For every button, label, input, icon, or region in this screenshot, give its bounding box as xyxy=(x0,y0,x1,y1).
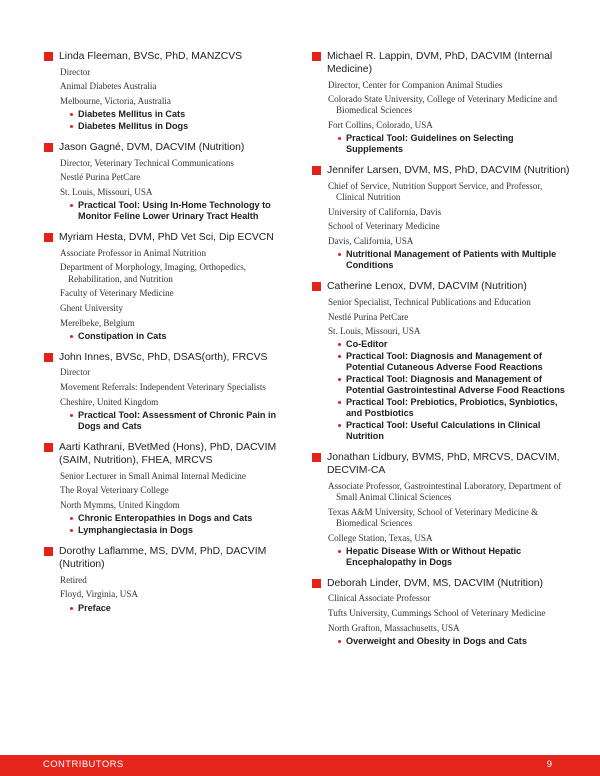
contributor-name-text: Deborah Linder, DVM, MS, DACVIM (Nutrition) xyxy=(327,577,543,589)
detail-line: North Mymms, United Kingdom xyxy=(60,499,180,510)
contributor-details xyxy=(311,181,573,248)
topic-text: Practical Tool: Prebiotics, Probiotics, Synbiotics, and Postbiotics xyxy=(346,397,558,419)
bullet-square-icon xyxy=(312,52,321,61)
topic-text: Lymphangiectasia in Dogs xyxy=(78,525,193,536)
topic-item xyxy=(70,200,298,222)
detail-line: Movement Referrals: Independent Veterinary Specialists xyxy=(60,382,266,393)
detail-line: Tufts University, Cummings School of Veterinary Medicine xyxy=(328,608,546,619)
bullet-dot-icon xyxy=(338,401,341,404)
detail-line: Merelbeke, Belgium xyxy=(60,317,135,328)
bullet-dot-icon xyxy=(338,378,341,381)
bullet-square-icon xyxy=(44,52,53,61)
topic-item xyxy=(338,339,573,350)
contributor-name xyxy=(43,141,298,154)
bullet-dot-icon xyxy=(338,253,341,256)
detail-line: Fort Collins, Colorado, USA xyxy=(328,120,433,131)
bullet-dot-icon xyxy=(338,343,341,346)
detail-line: North Grafton, Massachusetts, USA xyxy=(328,622,460,633)
detail-line: Animal Diabetes Australia xyxy=(60,81,157,92)
contributor-name-text: Dorothy Laflamme, MS, DVM, PhD, DACVIM (Nutrition) xyxy=(59,546,267,571)
topic-item xyxy=(338,546,573,568)
contributor-name-text: Jonathan Lidbury, BVMS, PhD, MRCVS, DACVIM, DECVIM-CA xyxy=(327,452,560,477)
contributor-details xyxy=(311,80,573,132)
bullet-square-icon xyxy=(312,579,321,588)
bullet-dot-icon xyxy=(338,550,341,553)
detail-line: Texas A&M University, School of Veterinary Medicine & Biomedical Sciences xyxy=(328,506,539,529)
detail-line: Director xyxy=(60,367,91,378)
footer-section-label: CONTRIBUTORS xyxy=(43,759,124,770)
contributor-entry xyxy=(311,451,573,568)
topic-item xyxy=(338,249,573,271)
topic-text: Preface xyxy=(78,602,111,613)
topic-text: Practical Tool: Diagnosis and Management of Potential Gastrointestinal Adverse Food Reactions xyxy=(346,374,565,396)
contributor-name-text: Catherine Lenox, DVM, DACVIM (Nutrition) xyxy=(327,281,527,293)
contributor-entry xyxy=(311,50,573,155)
topic-text: Practical Tool: Assessment of Chronic Pain in Dogs and Cats xyxy=(78,410,277,432)
topic-text: Practical Tool: Guidelines on Selecting Supplements xyxy=(346,133,514,155)
contributor-name xyxy=(43,351,298,364)
topic-list xyxy=(311,636,573,647)
contributor-name xyxy=(43,441,298,467)
bullet-dot-icon xyxy=(70,113,73,116)
topic-text: Overweight and Obesity in Dogs and Cats xyxy=(346,636,527,647)
contributor-entry xyxy=(43,50,298,132)
detail-line: Colorado State University, College of Veterinary Medicine and Biomedical Sciences xyxy=(328,94,558,116)
topic-list xyxy=(43,410,298,432)
topic-list xyxy=(311,133,573,155)
topic-text: Practical Tool: Diagnosis and Management of Potential Cutaneous Adverse Food Reactions xyxy=(346,351,543,373)
topic-item xyxy=(70,121,298,132)
bullet-square-icon xyxy=(44,443,53,452)
detail-line: Davis, California, USA xyxy=(328,236,414,247)
contributor-details xyxy=(43,367,298,408)
detail-line: College Station, Texas, USA xyxy=(328,532,433,543)
detail-line: Director, Veterinary Technical Communications xyxy=(60,157,234,168)
contributor-name xyxy=(43,50,298,63)
topic-item xyxy=(70,525,298,536)
detail-line: Chief of Service, Nutrition Support Service, and Professor, Clinical Nutrition xyxy=(328,180,543,203)
contributor-details xyxy=(43,248,298,329)
topic-item xyxy=(70,513,298,524)
topic-text: Co-Editor xyxy=(346,339,388,350)
contributor-details xyxy=(43,158,298,199)
topic-text: Diabetes Mellitus in Cats xyxy=(78,109,186,120)
bullet-dot-icon xyxy=(70,414,73,417)
contributor-name xyxy=(311,50,573,76)
contributor-details xyxy=(311,297,573,338)
contributor-name xyxy=(311,164,573,177)
contributor-details xyxy=(311,481,573,544)
detail-line: Ghent University xyxy=(60,303,123,314)
contributor-entry xyxy=(43,141,298,222)
contributor-name-text: Aarti Kathrani, BVetMed (Hons), PhD, DACVIM (SAIM, Nutrition), FHEA, MRCVS xyxy=(59,442,277,467)
bullet-dot-icon xyxy=(70,607,73,610)
footer-bar xyxy=(0,755,600,776)
detail-line: Cheshire, United Kingdom xyxy=(60,396,159,407)
bullet-dot-icon xyxy=(338,137,341,140)
left-column xyxy=(43,50,298,623)
bullet-square-icon xyxy=(44,547,53,556)
topic-list xyxy=(43,331,298,342)
detail-line: Associate Professor, Gastrointestinal Laboratory, Department of Small Animal Clinical Sciences xyxy=(328,480,562,503)
contributor-name-text: Myriam Hesta, DVM, PhD Vet Sci, Dip ECVCN xyxy=(59,232,274,244)
topic-list xyxy=(43,109,298,132)
topic-list xyxy=(43,200,298,222)
contributor-details xyxy=(43,575,298,601)
contributor-entry xyxy=(43,351,298,432)
topic-item xyxy=(70,109,298,120)
detail-line: Retired xyxy=(60,574,87,585)
detail-line: Nestlé Purina PetCare xyxy=(60,172,141,183)
bullet-dot-icon xyxy=(70,125,73,128)
detail-line: Director, Center for Companion Animal Studies xyxy=(328,79,503,90)
contributor-name xyxy=(311,280,573,293)
bullet-dot-icon xyxy=(338,424,341,427)
topic-item xyxy=(70,331,298,342)
topic-text: Constipation in Cats xyxy=(78,330,167,341)
topic-list xyxy=(311,339,573,442)
detail-line: Associate Professor in Animal Nutrition xyxy=(60,247,206,258)
topic-item xyxy=(338,374,573,396)
topic-item xyxy=(70,410,298,432)
topic-item xyxy=(338,420,573,442)
right-column xyxy=(311,50,573,656)
page-number: 9 xyxy=(546,759,552,770)
topic-item xyxy=(338,133,573,155)
detail-line: Nestlé Purina PetCare xyxy=(328,311,409,322)
bullet-square-icon xyxy=(312,453,321,462)
topic-list xyxy=(311,546,573,568)
bullet-square-icon xyxy=(44,143,53,152)
contributor-name xyxy=(43,231,298,244)
contributor-name-text: John Innes, BVSc, PhD, DSAS(orth), FRCVS xyxy=(59,351,268,363)
bullet-dot-icon xyxy=(338,640,341,643)
contributor-details xyxy=(43,67,298,108)
topic-item xyxy=(338,636,573,647)
contributor-name-text: Jason Gagné, DVM, DACVIM (Nutrition) xyxy=(59,142,245,154)
detail-line: St. Louis, Missouri, USA xyxy=(328,326,421,337)
contributor-entry xyxy=(43,231,298,342)
contributor-entry xyxy=(311,577,573,647)
contributor-entry xyxy=(311,164,573,271)
contributor-name-text: Jennifer Larsen, DVM, MS, PhD, DACVIM (Nutrition) xyxy=(327,165,570,177)
bullet-square-icon xyxy=(44,233,53,242)
contributor-entry xyxy=(43,441,298,536)
topic-text: Practical Tool: Useful Calculations in Clinical Nutrition xyxy=(346,420,541,442)
detail-line: Floyd, Virginia, USA xyxy=(60,589,138,600)
topic-text: Chronic Enteropathies in Dogs and Cats xyxy=(78,513,253,524)
bullet-square-icon xyxy=(44,353,53,362)
topic-text: Nutritional Management of Patients with Multiple Conditions xyxy=(346,249,557,271)
detail-line: Senior Lecturer in Small Animal Internal Medicine xyxy=(60,470,246,481)
bullet-square-icon xyxy=(312,166,321,175)
contributor-name xyxy=(311,577,573,590)
topic-text: Hepatic Disease With or Without Hepatic Encephalopathy in Dogs xyxy=(346,545,522,567)
topic-item xyxy=(338,351,573,373)
detail-line: University of California, Davis xyxy=(328,206,442,217)
detail-line: School of Veterinary Medicine xyxy=(328,221,440,232)
topic-item xyxy=(70,603,298,614)
detail-line: Melbourne, Victoria, Australia xyxy=(60,95,171,106)
contributor-name xyxy=(43,545,298,571)
detail-line: The Royal Veterinary College xyxy=(60,485,169,496)
bullet-dot-icon xyxy=(70,335,73,338)
detail-line: Director xyxy=(60,66,91,77)
detail-line: Clinical Associate Professor xyxy=(328,593,431,604)
contributor-name-text: Michael R. Lappin, DVM, PhD, DACVIM (Internal Medicine) xyxy=(327,51,553,75)
contributor-name-text: Linda Fleeman, BVSc, PhD, MANZCVS xyxy=(59,51,243,62)
detail-line: Senior Specialist, Technical Publications and Education xyxy=(328,296,531,307)
bullet-dot-icon xyxy=(70,529,73,532)
detail-line: Department of Morphology, Imaging, Orthopedics, Rehabilitation, and Nutrition xyxy=(60,262,247,284)
topic-list xyxy=(43,603,298,614)
topic-text: Diabetes Mellitus in Dogs xyxy=(78,121,189,132)
topic-text: Practical Tool: Using In-Home Technology to Monitor Feline Lower Urinary Tract Health xyxy=(78,200,271,222)
contributor-name xyxy=(311,451,573,477)
bullet-dot-icon xyxy=(70,204,73,207)
topic-list xyxy=(311,249,573,271)
detail-line: Faculty of Veterinary Medicine xyxy=(60,288,174,299)
contributor-entry xyxy=(311,280,573,442)
topic-item xyxy=(338,397,573,419)
bullet-dot-icon xyxy=(338,355,341,358)
bullet-dot-icon xyxy=(70,517,73,520)
contributor-entry xyxy=(43,545,298,613)
bullet-square-icon xyxy=(312,282,321,291)
contributor-details xyxy=(43,471,298,512)
contributor-details xyxy=(311,593,573,634)
detail-line: St. Louis, Missouri, USA xyxy=(60,187,153,198)
topic-list xyxy=(43,513,298,536)
